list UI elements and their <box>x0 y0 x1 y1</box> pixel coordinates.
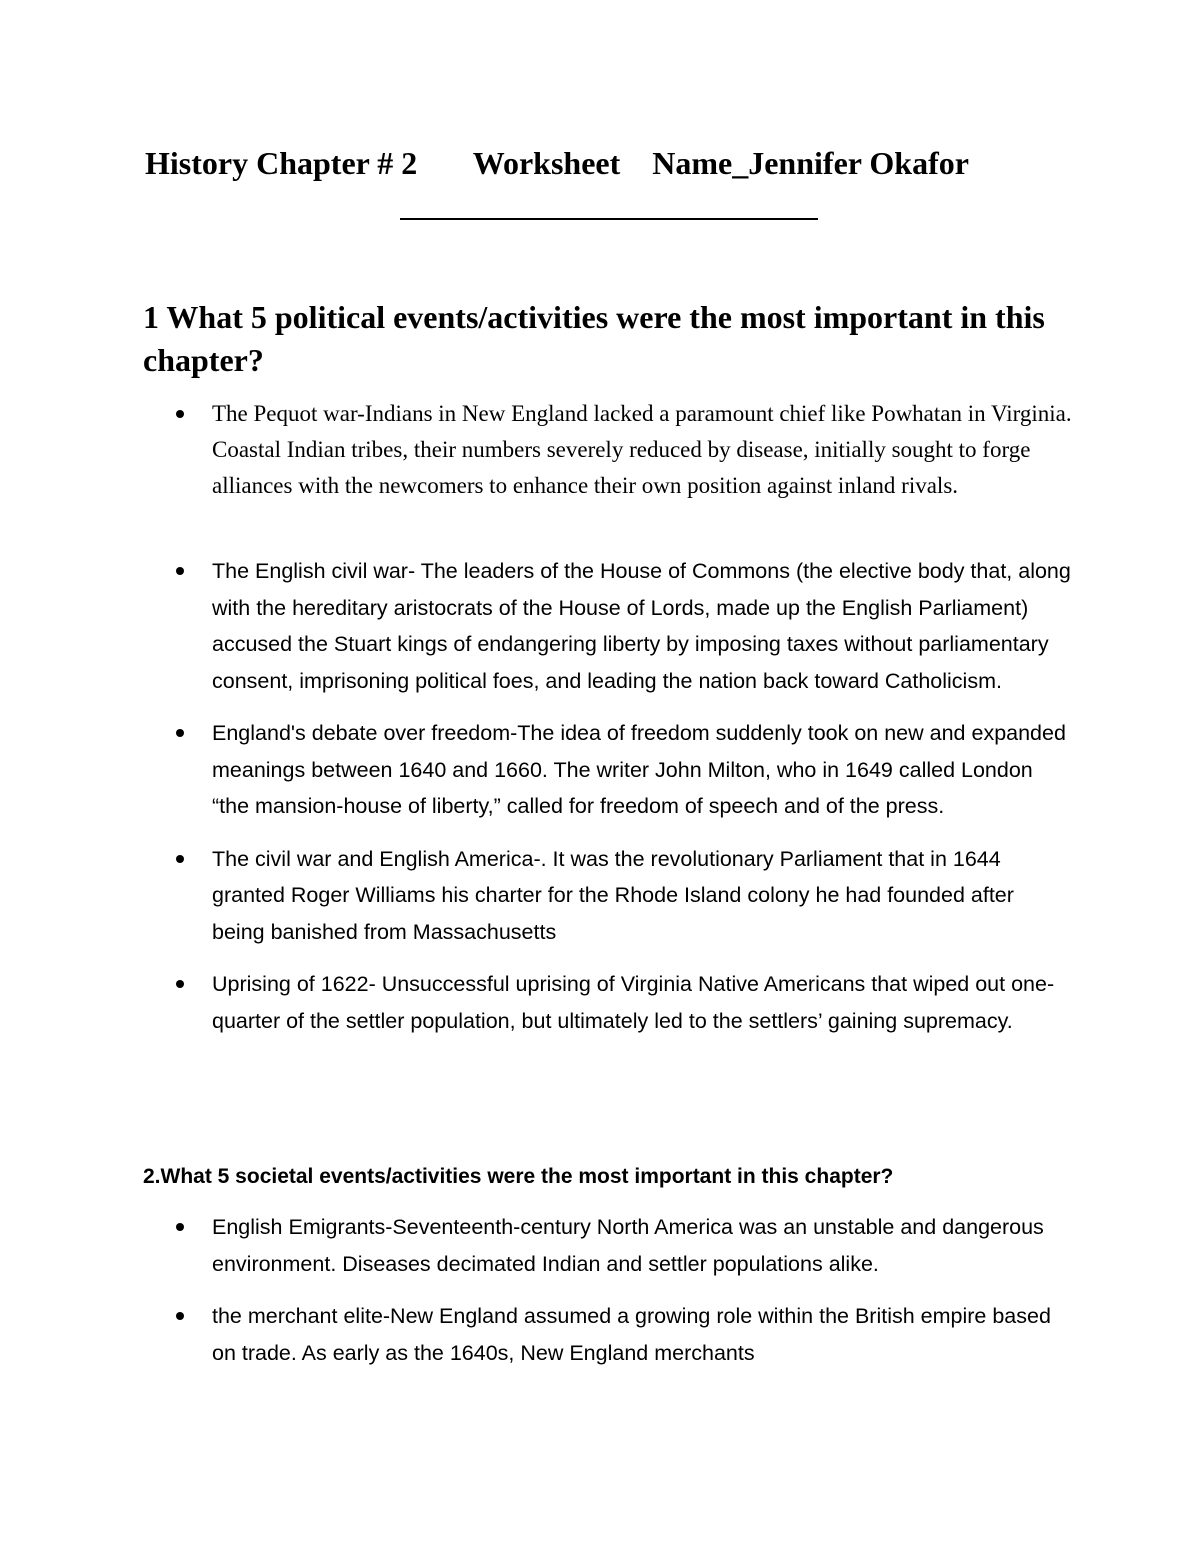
bullet-icon <box>176 855 184 863</box>
list-item-text: Uprising of 1622- Unsuccessful uprising of Virginia Native Americans that wiped out one-quarter of the settler population, but ultimately led to the settlers’ gaining supremacy. <box>212 972 1055 1033</box>
bullet-icon <box>176 729 184 737</box>
question-2-heading: 2.What 5 societal events/activities were the most important in this chapter? <box>143 1165 894 1188</box>
question-1-answer-list-continued <box>0 553 1200 1055</box>
list-item-text: England's debate over freedom-The idea of freedom suddenly took on new and expanded meanings between 1640 and 1660. The writer John Milton, who in 1649 called London “the mansion-house of liberty,” called for freedom of speech and of the press. <box>212 721 1066 818</box>
name-underline <box>400 218 818 220</box>
question-2-answer-list <box>0 1209 1200 1387</box>
list-item <box>0 841 1072 951</box>
list-item-text: the merchant elite-New England assumed a growing role within the British empire based on trade. As early as the 1640s, New England merchants <box>212 1304 1051 1365</box>
bullet-icon <box>176 980 184 988</box>
bullet-icon <box>176 1312 184 1320</box>
list-item-text: The Pequot war-Indians in New England lacked a paramount chief like Powhatan in Virginia. Coastal Indian tribes, their numbers severely reduced by disease, initially sought to forge alliances with the newcomers to enhance their own position against inland rivals. <box>212 401 1072 498</box>
question-1-heading: 1 What 5 political events/activities were the most important in this chapter? <box>143 299 1045 378</box>
list-item <box>0 553 1072 699</box>
list-item-text: English Emigrants-Seventeenth-century North America was an unstable and dangerous environment. Diseases decimated Indian and settler populations alike. <box>212 1215 1044 1276</box>
list-item <box>0 1298 1072 1371</box>
bullet-icon <box>176 410 184 418</box>
list-item-text: The civil war and English America-. It was the revolutionary Parliament that in 1644 granted Roger Williams his charter for the Rhode Island colony he had founded after being banished from Massachusetts <box>212 846 1014 944</box>
worksheet-title: History Chapter # 2 Worksheet Name_Jennifer Okafor <box>145 145 969 181</box>
bullet-icon <box>176 567 184 575</box>
bullet-icon <box>176 1223 184 1231</box>
list-item-text: The English civil war- The leaders of the House of Commons (the elective body that, along with the hereditary aristocrats of the House of Lords, made up the English Parliament) accused the Stuart kings of endangering liberty by imposing taxes without parliamentary consent, imprisoning political foes, and leading the nation back toward Catholicism. <box>212 559 1071 693</box>
list-item <box>0 1209 1072 1282</box>
list-item <box>0 966 1072 1039</box>
list-item <box>0 715 1072 825</box>
list-item <box>0 396 1072 504</box>
question-1-answer-list <box>0 396 1200 520</box>
